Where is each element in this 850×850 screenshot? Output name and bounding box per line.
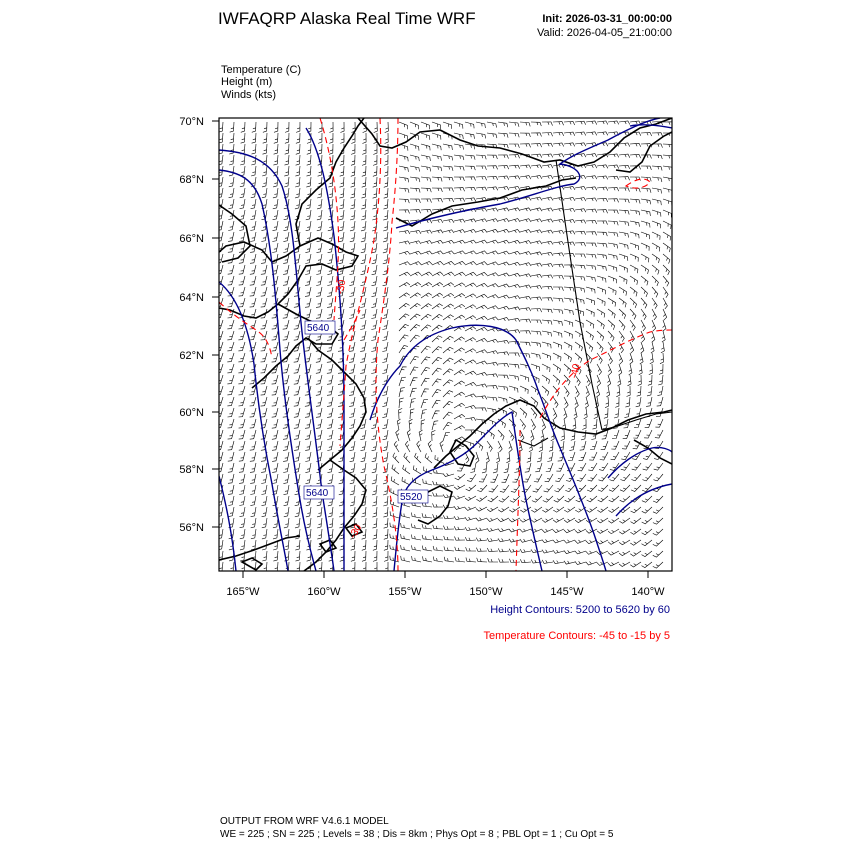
lat-label: 64°N [179, 292, 204, 304]
lat-label: 66°N [179, 233, 204, 245]
field-height: Height (m) [221, 76, 273, 88]
height-label: 5520 [400, 492, 423, 503]
height-contour-legend: Height Contours: 5200 to 5620 by 60 [490, 604, 670, 616]
lat-label: 60°N [179, 407, 204, 419]
chart-title: IWFAQRP Alaska Real Time WRF [218, 9, 476, 28]
lat-label: 70°N [179, 116, 204, 128]
lon-label: 140°W [631, 586, 665, 598]
height-label: 5640 [306, 488, 329, 499]
temperature-label: -40 [568, 362, 583, 380]
lat-label: 68°N [179, 174, 204, 186]
lon-label: 145°W [550, 586, 584, 598]
model-info-line-1: OUTPUT FROM WRF V4.6.1 MODEL [220, 816, 389, 827]
model-info-line-2: WE = 225 ; SN = 225 ; Levels = 38 ; Dis = 8km ; Phys Opt = 8 ; PBL Opt = 1 ; Cu Opt = 5 [220, 829, 614, 840]
latitude-labels [179, 116, 204, 534]
temperature-contour-legend: Temperature Contours: -45 to -15 by 5 [483, 630, 670, 642]
valid-time: Valid: 2026-04-05_21:00:00 [537, 27, 672, 39]
lon-label: 160°W [307, 586, 341, 598]
lat-label: 62°N [179, 350, 204, 362]
longitude-labels [226, 586, 665, 598]
field-temperature: Temperature (C) [221, 64, 302, 76]
lat-label: 58°N [179, 464, 204, 476]
lat-label: 56°N [179, 522, 204, 534]
lon-label: 155°W [388, 586, 422, 598]
init-time: Init: 2026-03-31_00:00:00 [542, 13, 672, 25]
lon-label: 150°W [469, 586, 503, 598]
temperature-label: -30 [347, 522, 365, 541]
height-label: 5640 [307, 323, 330, 334]
lon-label: 165°W [226, 586, 260, 598]
temperature-label: -30 [335, 278, 349, 296]
field-winds: Winds (kts) [221, 89, 276, 101]
